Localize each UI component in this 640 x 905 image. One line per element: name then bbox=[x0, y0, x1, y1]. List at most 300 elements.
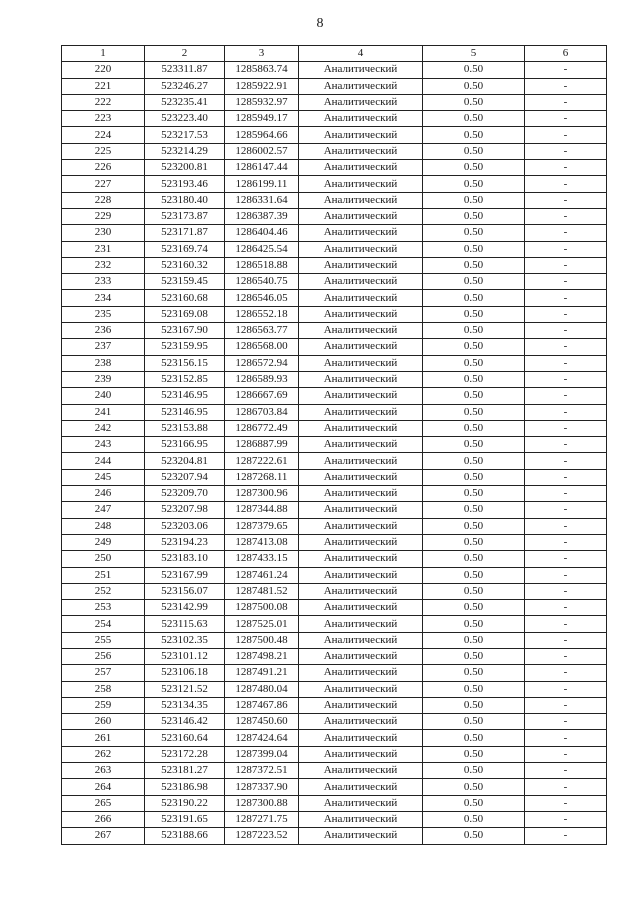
note-cell: - bbox=[525, 290, 607, 306]
y-coordinate-cell: 1287222.61 bbox=[225, 453, 299, 469]
note-cell: - bbox=[525, 828, 607, 844]
note-cell: - bbox=[525, 208, 607, 224]
accuracy-cell: 0.50 bbox=[423, 583, 525, 599]
point-number-cell: 240 bbox=[62, 388, 145, 404]
point-number-cell: 232 bbox=[62, 257, 145, 273]
point-number-cell: 231 bbox=[62, 241, 145, 257]
note-cell: - bbox=[525, 648, 607, 664]
note-cell: - bbox=[525, 763, 607, 779]
method-cell: Аналитический bbox=[299, 241, 423, 257]
method-cell: Аналитический bbox=[299, 795, 423, 811]
table-row bbox=[62, 746, 607, 762]
y-coordinate-cell: 1286667.69 bbox=[225, 388, 299, 404]
x-coordinate-cell: 523209.70 bbox=[145, 486, 225, 502]
method-cell: Аналитический bbox=[299, 648, 423, 664]
accuracy-cell: 0.50 bbox=[423, 290, 525, 306]
y-coordinate-cell: 1286703.84 bbox=[225, 404, 299, 420]
y-coordinate-cell: 1287300.88 bbox=[225, 795, 299, 811]
method-cell: Аналитический bbox=[299, 339, 423, 355]
table-row bbox=[62, 534, 607, 550]
y-coordinate-cell: 1286425.54 bbox=[225, 241, 299, 257]
y-coordinate-cell: 1287500.48 bbox=[225, 632, 299, 648]
y-coordinate-cell: 1287498.21 bbox=[225, 648, 299, 664]
note-cell: - bbox=[525, 518, 607, 534]
point-number-cell: 234 bbox=[62, 290, 145, 306]
table-row bbox=[62, 62, 607, 78]
note-cell: - bbox=[525, 143, 607, 159]
note-cell: - bbox=[525, 111, 607, 127]
note-cell: - bbox=[525, 420, 607, 436]
y-coordinate-cell: 1286404.46 bbox=[225, 225, 299, 241]
table-row bbox=[62, 779, 607, 795]
point-number-cell: 260 bbox=[62, 714, 145, 730]
accuracy-cell: 0.50 bbox=[423, 274, 525, 290]
method-cell: Аналитический bbox=[299, 111, 423, 127]
point-number-cell: 246 bbox=[62, 486, 145, 502]
x-coordinate-cell: 523200.81 bbox=[145, 160, 225, 176]
method-cell: Аналитический bbox=[299, 437, 423, 453]
note-cell: - bbox=[525, 371, 607, 387]
note-cell: - bbox=[525, 583, 607, 599]
point-number-cell: 259 bbox=[62, 697, 145, 713]
note-cell: - bbox=[525, 257, 607, 273]
x-coordinate-cell: 523204.81 bbox=[145, 453, 225, 469]
point-number-cell: 235 bbox=[62, 306, 145, 322]
method-cell: Аналитический bbox=[299, 600, 423, 616]
x-coordinate-cell: 523193.46 bbox=[145, 176, 225, 192]
point-number-cell: 252 bbox=[62, 583, 145, 599]
note-cell: - bbox=[525, 192, 607, 208]
accuracy-cell: 0.50 bbox=[423, 795, 525, 811]
accuracy-cell: 0.50 bbox=[423, 208, 525, 224]
accuracy-cell: 0.50 bbox=[423, 78, 525, 94]
accuracy-cell: 0.50 bbox=[423, 420, 525, 436]
y-coordinate-cell: 1286199.11 bbox=[225, 176, 299, 192]
y-coordinate-cell: 1287480.04 bbox=[225, 681, 299, 697]
table-row bbox=[62, 469, 607, 485]
page-number: 8 bbox=[316, 16, 324, 31]
point-number-cell: 253 bbox=[62, 600, 145, 616]
x-coordinate-cell: 523146.95 bbox=[145, 388, 225, 404]
method-cell: Аналитический bbox=[299, 551, 423, 567]
y-coordinate-cell: 1287372.51 bbox=[225, 763, 299, 779]
accuracy-cell: 0.50 bbox=[423, 176, 525, 192]
y-coordinate-cell: 1287481.52 bbox=[225, 583, 299, 599]
accuracy-cell: 0.50 bbox=[423, 763, 525, 779]
method-cell: Аналитический bbox=[299, 779, 423, 795]
y-coordinate-cell: 1287344.88 bbox=[225, 502, 299, 518]
note-cell: - bbox=[525, 160, 607, 176]
method-cell: Аналитический bbox=[299, 681, 423, 697]
y-coordinate-cell: 1286589.93 bbox=[225, 371, 299, 387]
table-row bbox=[62, 111, 607, 127]
table-row bbox=[62, 697, 607, 713]
note-cell: - bbox=[525, 665, 607, 681]
y-coordinate-cell: 1286002.57 bbox=[225, 143, 299, 159]
x-coordinate-cell: 523217.53 bbox=[145, 127, 225, 143]
table-row bbox=[62, 567, 607, 583]
method-cell: Аналитический bbox=[299, 811, 423, 827]
table-row bbox=[62, 486, 607, 502]
point-number-cell: 254 bbox=[62, 616, 145, 632]
point-number-cell: 238 bbox=[62, 355, 145, 371]
method-cell: Аналитический bbox=[299, 567, 423, 583]
accuracy-cell: 0.50 bbox=[423, 160, 525, 176]
method-cell: Аналитический bbox=[299, 78, 423, 94]
x-coordinate-cell: 523166.95 bbox=[145, 437, 225, 453]
method-cell: Аналитический bbox=[299, 62, 423, 78]
x-coordinate-cell: 523159.45 bbox=[145, 274, 225, 290]
x-coordinate-cell: 523142.99 bbox=[145, 600, 225, 616]
x-coordinate-cell: 523101.12 bbox=[145, 648, 225, 664]
accuracy-cell: 0.50 bbox=[423, 469, 525, 485]
x-coordinate-cell: 523160.68 bbox=[145, 290, 225, 306]
accuracy-cell: 0.50 bbox=[423, 371, 525, 387]
y-coordinate-cell: 1285932.97 bbox=[225, 94, 299, 110]
column-header: 1 bbox=[62, 46, 145, 62]
note-cell: - bbox=[525, 306, 607, 322]
method-cell: Аналитический bbox=[299, 371, 423, 387]
point-number-cell: 233 bbox=[62, 274, 145, 290]
method-cell: Аналитический bbox=[299, 274, 423, 290]
accuracy-cell: 0.50 bbox=[423, 355, 525, 371]
table-row bbox=[62, 208, 607, 224]
x-coordinate-cell: 523115.63 bbox=[145, 616, 225, 632]
note-cell: - bbox=[525, 502, 607, 518]
table-row bbox=[62, 437, 607, 453]
x-coordinate-cell: 523203.06 bbox=[145, 518, 225, 534]
note-cell: - bbox=[525, 339, 607, 355]
note-cell: - bbox=[525, 697, 607, 713]
point-number-cell: 248 bbox=[62, 518, 145, 534]
point-number-cell: 264 bbox=[62, 779, 145, 795]
point-number-cell: 261 bbox=[62, 730, 145, 746]
x-coordinate-cell: 523153.88 bbox=[145, 420, 225, 436]
table-row bbox=[62, 78, 607, 94]
note-cell: - bbox=[525, 176, 607, 192]
point-number-cell: 236 bbox=[62, 323, 145, 339]
column-header: 2 bbox=[145, 46, 225, 62]
table-header-row bbox=[62, 46, 607, 62]
accuracy-cell: 0.50 bbox=[423, 779, 525, 795]
column-header: 3 bbox=[225, 46, 299, 62]
method-cell: Аналитический bbox=[299, 306, 423, 322]
point-number-cell: 242 bbox=[62, 420, 145, 436]
x-coordinate-cell: 523180.40 bbox=[145, 192, 225, 208]
table-row bbox=[62, 94, 607, 110]
method-cell: Аналитический bbox=[299, 665, 423, 681]
y-coordinate-cell: 1286147.44 bbox=[225, 160, 299, 176]
column-header: 4 bbox=[299, 46, 423, 62]
note-cell: - bbox=[525, 62, 607, 78]
point-number-cell: 256 bbox=[62, 648, 145, 664]
table-row bbox=[62, 714, 607, 730]
note-cell: - bbox=[525, 616, 607, 632]
y-coordinate-cell: 1286518.88 bbox=[225, 257, 299, 273]
y-coordinate-cell: 1286387.39 bbox=[225, 208, 299, 224]
table-row bbox=[62, 583, 607, 599]
x-coordinate-cell: 523146.95 bbox=[145, 404, 225, 420]
accuracy-cell: 0.50 bbox=[423, 339, 525, 355]
accuracy-cell: 0.50 bbox=[423, 534, 525, 550]
point-number-cell: 247 bbox=[62, 502, 145, 518]
method-cell: Аналитический bbox=[299, 486, 423, 502]
accuracy-cell: 0.50 bbox=[423, 323, 525, 339]
method-cell: Аналитический bbox=[299, 697, 423, 713]
table-row bbox=[62, 795, 607, 811]
table-row bbox=[62, 257, 607, 273]
column-header: 5 bbox=[423, 46, 525, 62]
y-coordinate-cell: 1287491.21 bbox=[225, 665, 299, 681]
x-coordinate-cell: 523121.52 bbox=[145, 681, 225, 697]
point-number-cell: 229 bbox=[62, 208, 145, 224]
accuracy-cell: 0.50 bbox=[423, 648, 525, 664]
table-row bbox=[62, 763, 607, 779]
column-header: 6 bbox=[525, 46, 607, 62]
method-cell: Аналитический bbox=[299, 176, 423, 192]
point-number-cell: 265 bbox=[62, 795, 145, 811]
point-number-cell: 225 bbox=[62, 143, 145, 159]
y-coordinate-cell: 1286546.05 bbox=[225, 290, 299, 306]
note-cell: - bbox=[525, 225, 607, 241]
y-coordinate-cell: 1285949.17 bbox=[225, 111, 299, 127]
accuracy-cell: 0.50 bbox=[423, 94, 525, 110]
method-cell: Аналитический bbox=[299, 404, 423, 420]
note-cell: - bbox=[525, 681, 607, 697]
point-number-cell: 266 bbox=[62, 811, 145, 827]
point-number-cell: 221 bbox=[62, 78, 145, 94]
table-row bbox=[62, 632, 607, 648]
method-cell: Аналитический bbox=[299, 225, 423, 241]
x-coordinate-cell: 523134.35 bbox=[145, 697, 225, 713]
y-coordinate-cell: 1287467.86 bbox=[225, 697, 299, 713]
y-coordinate-cell: 1286887.99 bbox=[225, 437, 299, 453]
point-number-cell: 241 bbox=[62, 404, 145, 420]
method-cell: Аналитический bbox=[299, 714, 423, 730]
accuracy-cell: 0.50 bbox=[423, 730, 525, 746]
note-cell: - bbox=[525, 355, 607, 371]
accuracy-cell: 0.50 bbox=[423, 143, 525, 159]
note-cell: - bbox=[525, 746, 607, 762]
accuracy-cell: 0.50 bbox=[423, 111, 525, 127]
point-number-cell: 239 bbox=[62, 371, 145, 387]
x-coordinate-cell: 523172.28 bbox=[145, 746, 225, 762]
point-number-cell: 228 bbox=[62, 192, 145, 208]
y-coordinate-cell: 1287271.75 bbox=[225, 811, 299, 827]
table-row bbox=[62, 600, 607, 616]
x-coordinate-cell: 523194.23 bbox=[145, 534, 225, 550]
x-coordinate-cell: 523190.22 bbox=[145, 795, 225, 811]
x-coordinate-cell: 523169.08 bbox=[145, 306, 225, 322]
table-row bbox=[62, 502, 607, 518]
accuracy-cell: 0.50 bbox=[423, 404, 525, 420]
y-coordinate-cell: 1287450.60 bbox=[225, 714, 299, 730]
note-cell: - bbox=[525, 811, 607, 827]
y-coordinate-cell: 1287268.11 bbox=[225, 469, 299, 485]
y-coordinate-cell: 1286540.75 bbox=[225, 274, 299, 290]
accuracy-cell: 0.50 bbox=[423, 225, 525, 241]
y-coordinate-cell: 1286568.00 bbox=[225, 339, 299, 355]
note-cell: - bbox=[525, 241, 607, 257]
point-number-cell: 223 bbox=[62, 111, 145, 127]
accuracy-cell: 0.50 bbox=[423, 518, 525, 534]
accuracy-cell: 0.50 bbox=[423, 62, 525, 78]
note-cell: - bbox=[525, 78, 607, 94]
method-cell: Аналитический bbox=[299, 208, 423, 224]
point-number-cell: 227 bbox=[62, 176, 145, 192]
accuracy-cell: 0.50 bbox=[423, 828, 525, 844]
x-coordinate-cell: 523159.95 bbox=[145, 339, 225, 355]
table-row bbox=[62, 551, 607, 567]
y-coordinate-cell: 1287379.65 bbox=[225, 518, 299, 534]
accuracy-cell: 0.50 bbox=[423, 811, 525, 827]
x-coordinate-cell: 523207.94 bbox=[145, 469, 225, 485]
note-cell: - bbox=[525, 486, 607, 502]
accuracy-cell: 0.50 bbox=[423, 551, 525, 567]
accuracy-cell: 0.50 bbox=[423, 241, 525, 257]
note-cell: - bbox=[525, 388, 607, 404]
x-coordinate-cell: 523160.64 bbox=[145, 730, 225, 746]
x-coordinate-cell: 523311.87 bbox=[145, 62, 225, 78]
method-cell: Аналитический bbox=[299, 160, 423, 176]
note-cell: - bbox=[525, 600, 607, 616]
accuracy-cell: 0.50 bbox=[423, 127, 525, 143]
accuracy-cell: 0.50 bbox=[423, 453, 525, 469]
point-number-cell: 222 bbox=[62, 94, 145, 110]
y-coordinate-cell: 1285922.91 bbox=[225, 78, 299, 94]
y-coordinate-cell: 1287525.01 bbox=[225, 616, 299, 632]
x-coordinate-cell: 523214.29 bbox=[145, 143, 225, 159]
note-cell: - bbox=[525, 469, 607, 485]
y-coordinate-cell: 1286563.77 bbox=[225, 323, 299, 339]
y-coordinate-cell: 1287461.24 bbox=[225, 567, 299, 583]
accuracy-cell: 0.50 bbox=[423, 257, 525, 273]
y-coordinate-cell: 1287433.15 bbox=[225, 551, 299, 567]
note-cell: - bbox=[525, 534, 607, 550]
table-row bbox=[62, 681, 607, 697]
y-coordinate-cell: 1286331.64 bbox=[225, 192, 299, 208]
note-cell: - bbox=[525, 274, 607, 290]
x-coordinate-cell: 523207.98 bbox=[145, 502, 225, 518]
method-cell: Аналитический bbox=[299, 518, 423, 534]
x-coordinate-cell: 523223.40 bbox=[145, 111, 225, 127]
point-number-cell: 249 bbox=[62, 534, 145, 550]
table-row bbox=[62, 404, 607, 420]
table-row bbox=[62, 388, 607, 404]
x-coordinate-cell: 523152.85 bbox=[145, 371, 225, 387]
y-coordinate-cell: 1287500.08 bbox=[225, 600, 299, 616]
y-coordinate-cell: 1285863.74 bbox=[225, 62, 299, 78]
table-row bbox=[62, 143, 607, 159]
y-coordinate-cell: 1286572.94 bbox=[225, 355, 299, 371]
method-cell: Аналитический bbox=[299, 583, 423, 599]
accuracy-cell: 0.50 bbox=[423, 486, 525, 502]
accuracy-cell: 0.50 bbox=[423, 665, 525, 681]
point-number-cell: 258 bbox=[62, 681, 145, 697]
point-number-cell: 220 bbox=[62, 62, 145, 78]
table-row bbox=[62, 453, 607, 469]
y-coordinate-cell: 1285964.66 bbox=[225, 127, 299, 143]
table-row bbox=[62, 420, 607, 436]
table-row bbox=[62, 730, 607, 746]
accuracy-cell: 0.50 bbox=[423, 600, 525, 616]
method-cell: Аналитический bbox=[299, 730, 423, 746]
note-cell: - bbox=[525, 437, 607, 453]
note-cell: - bbox=[525, 551, 607, 567]
x-coordinate-cell: 523106.18 bbox=[145, 665, 225, 681]
table-row bbox=[62, 648, 607, 664]
note-cell: - bbox=[525, 94, 607, 110]
x-coordinate-cell: 523102.35 bbox=[145, 632, 225, 648]
y-coordinate-cell: 1287424.64 bbox=[225, 730, 299, 746]
accuracy-cell: 0.50 bbox=[423, 567, 525, 583]
y-coordinate-cell: 1287413.08 bbox=[225, 534, 299, 550]
accuracy-cell: 0.50 bbox=[423, 746, 525, 762]
table-body bbox=[62, 62, 607, 844]
accuracy-cell: 0.50 bbox=[423, 437, 525, 453]
method-cell: Аналитический bbox=[299, 143, 423, 159]
method-cell: Аналитический bbox=[299, 453, 423, 469]
accuracy-cell: 0.50 bbox=[423, 697, 525, 713]
method-cell: Аналитический bbox=[299, 127, 423, 143]
note-cell: - bbox=[525, 453, 607, 469]
method-cell: Аналитический bbox=[299, 388, 423, 404]
point-number-cell: 226 bbox=[62, 160, 145, 176]
accuracy-cell: 0.50 bbox=[423, 192, 525, 208]
point-number-cell: 262 bbox=[62, 746, 145, 762]
method-cell: Аналитический bbox=[299, 746, 423, 762]
point-number-cell: 237 bbox=[62, 339, 145, 355]
accuracy-cell: 0.50 bbox=[423, 388, 525, 404]
y-coordinate-cell: 1286772.49 bbox=[225, 420, 299, 436]
x-coordinate-cell: 523246.27 bbox=[145, 78, 225, 94]
method-cell: Аналитический bbox=[299, 632, 423, 648]
note-cell: - bbox=[525, 632, 607, 648]
x-coordinate-cell: 523146.42 bbox=[145, 714, 225, 730]
x-coordinate-cell: 523183.10 bbox=[145, 551, 225, 567]
accuracy-cell: 0.50 bbox=[423, 714, 525, 730]
x-coordinate-cell: 523160.32 bbox=[145, 257, 225, 273]
x-coordinate-cell: 523235.41 bbox=[145, 94, 225, 110]
table-row bbox=[62, 127, 607, 143]
note-cell: - bbox=[525, 567, 607, 583]
table-row bbox=[62, 371, 607, 387]
table-row bbox=[62, 241, 607, 257]
point-number-cell: 251 bbox=[62, 567, 145, 583]
table-row bbox=[62, 192, 607, 208]
point-number-cell: 245 bbox=[62, 469, 145, 485]
note-cell: - bbox=[525, 795, 607, 811]
method-cell: Аналитический bbox=[299, 290, 423, 306]
x-coordinate-cell: 523188.66 bbox=[145, 828, 225, 844]
note-cell: - bbox=[525, 323, 607, 339]
method-cell: Аналитический bbox=[299, 502, 423, 518]
point-number-cell: 263 bbox=[62, 763, 145, 779]
point-number-cell: 244 bbox=[62, 453, 145, 469]
y-coordinate-cell: 1287399.04 bbox=[225, 746, 299, 762]
point-number-cell: 267 bbox=[62, 828, 145, 844]
method-cell: Аналитический bbox=[299, 355, 423, 371]
method-cell: Аналитический bbox=[299, 192, 423, 208]
accuracy-cell: 0.50 bbox=[423, 632, 525, 648]
method-cell: Аналитический bbox=[299, 94, 423, 110]
table-row bbox=[62, 323, 607, 339]
point-number-cell: 255 bbox=[62, 632, 145, 648]
table-row bbox=[62, 616, 607, 632]
point-number-cell: 243 bbox=[62, 437, 145, 453]
table-row bbox=[62, 176, 607, 192]
table-row bbox=[62, 306, 607, 322]
